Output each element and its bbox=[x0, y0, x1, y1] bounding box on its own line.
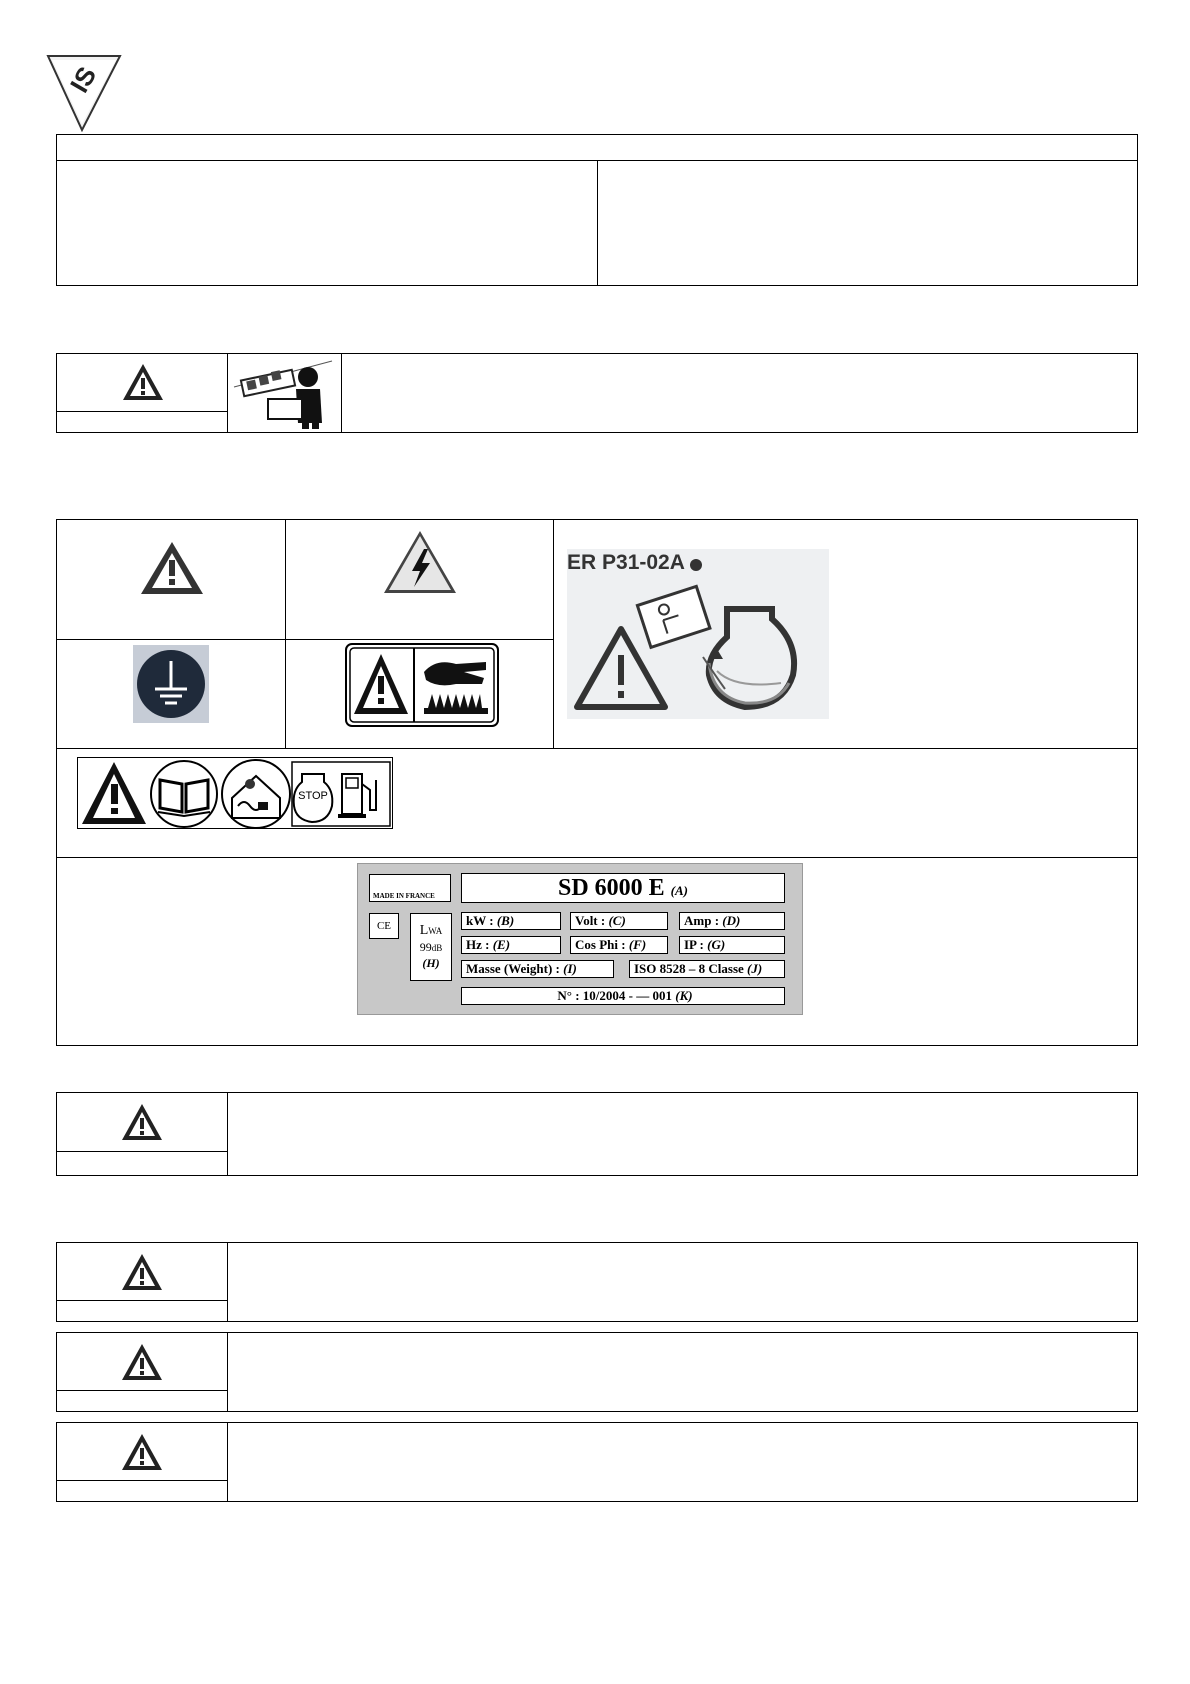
pictogram-strip bbox=[77, 757, 393, 829]
ce-mark: CE bbox=[369, 913, 399, 939]
cos-phi-field: Cos Phi : (F) bbox=[570, 936, 668, 954]
hz-field: Hz : (E) bbox=[461, 936, 561, 954]
warning-icon bbox=[120, 1432, 164, 1472]
made-in-france: MADE IN FRANCE bbox=[369, 874, 451, 902]
iso-class-field: ISO 8528 – 8 Classe (J) bbox=[629, 960, 785, 978]
hot-surface-warning-icon bbox=[344, 642, 500, 728]
er-label-dot bbox=[690, 559, 702, 571]
lwa-box: LWA 99dB (H) bbox=[410, 913, 452, 981]
general-warning-icon bbox=[139, 540, 205, 596]
electric-hazard-icon bbox=[382, 529, 458, 595]
er-p31-02a-sticker bbox=[567, 549, 829, 719]
serial-number-field: N° : 10/2004 - — 001 (K) bbox=[461, 987, 785, 1005]
er-label: ER P31-02A bbox=[567, 551, 685, 574]
stickers-grid bbox=[56, 519, 1138, 1046]
warning-row-2 bbox=[56, 1242, 1138, 1322]
stop-label: STOP bbox=[298, 790, 328, 802]
header-table bbox=[56, 134, 1138, 286]
model-name: SD 6000 E (A) bbox=[461, 873, 785, 903]
volt-field: Volt : (C) bbox=[570, 912, 668, 930]
generator-nameplate bbox=[357, 863, 803, 1015]
warning-icon bbox=[120, 1252, 164, 1292]
amp-field: Amp : (D) bbox=[679, 912, 785, 930]
warning-icon bbox=[121, 362, 165, 402]
kw-field: kW : (B) bbox=[461, 912, 561, 930]
is-logo bbox=[46, 54, 122, 132]
safety-row-operator bbox=[56, 353, 1138, 433]
warning-row-4 bbox=[56, 1422, 1138, 1502]
warning-icon bbox=[120, 1342, 164, 1382]
operator-reading-manual-icon bbox=[232, 357, 336, 431]
weight-field: Masse (Weight) : (I) bbox=[461, 960, 614, 978]
warning-row-3 bbox=[56, 1332, 1138, 1412]
warning-row-1 bbox=[56, 1092, 1138, 1176]
logo-text: IS bbox=[63, 61, 103, 98]
warning-icon bbox=[120, 1102, 164, 1142]
earth-ground-icon bbox=[133, 645, 209, 723]
ip-field: IP : (G) bbox=[679, 936, 785, 954]
